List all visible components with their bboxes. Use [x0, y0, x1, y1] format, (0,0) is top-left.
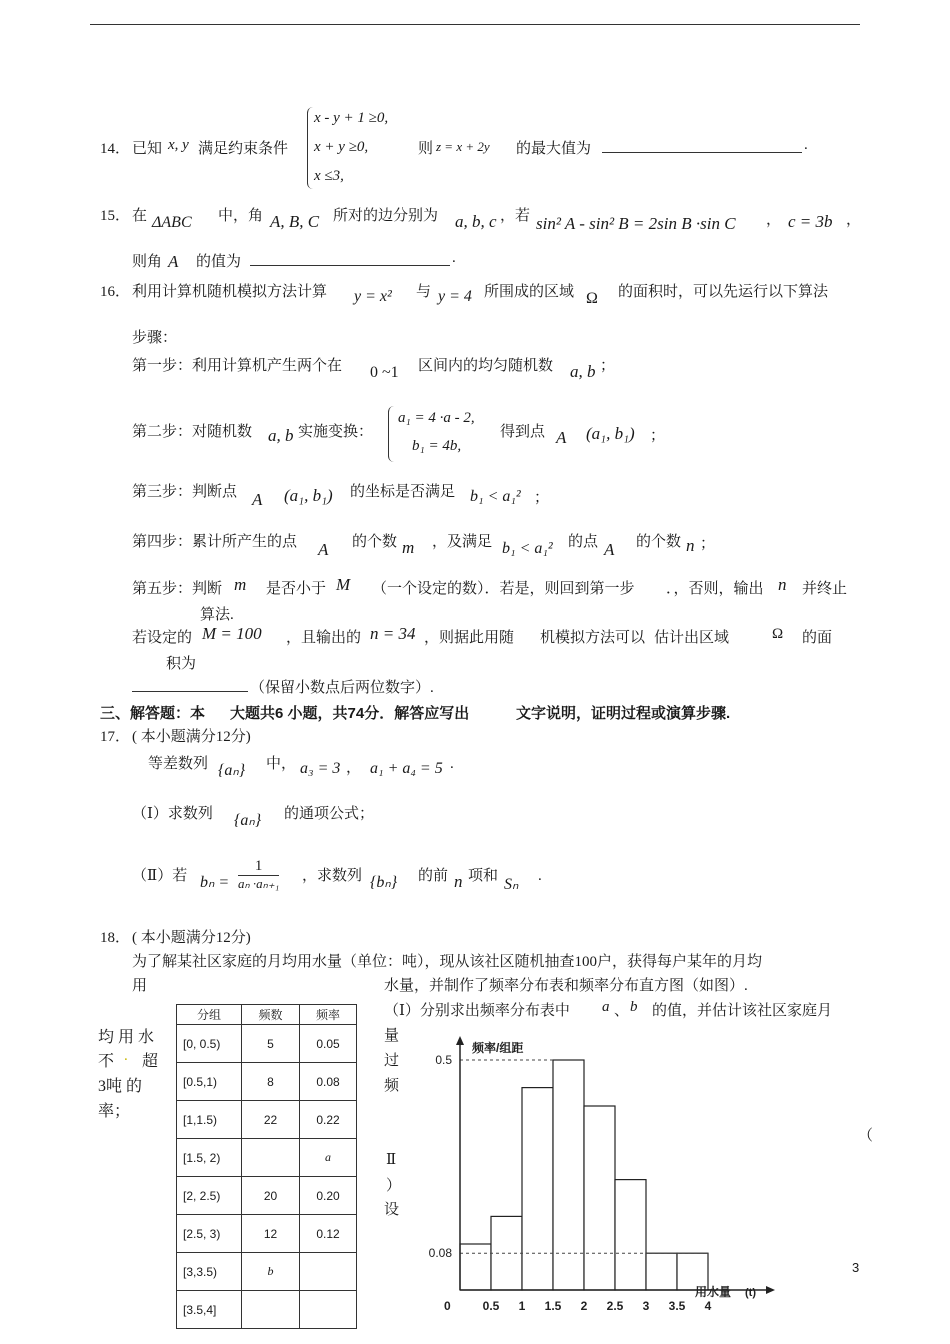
q16-omega: Ω — [586, 290, 598, 307]
q18-line-1: 为了解某社区家庭的月均用水量（单位：吨），现从该社区随机抽查100户，获得每户某年的月均 — [132, 954, 763, 970]
q16-step5-e: 并终止 — [802, 581, 848, 597]
x-tick-label: 1 — [518, 1299, 526, 1313]
q16-step5-M: M — [336, 575, 351, 594]
y-tick-label: 0.5 — [435, 1053, 452, 1067]
q14-end: . — [804, 137, 808, 153]
y-tick-label: 0.08 — [428, 1246, 452, 1261]
histogram-bar — [553, 1060, 584, 1290]
table-cell: [1,1.5) — [177, 1101, 242, 1139]
table-cell: b — [242, 1253, 300, 1291]
table-cell: 0.08 — [300, 1063, 357, 1101]
table-row — [177, 1101, 357, 1139]
q16-result-omega: Ω — [772, 626, 784, 642]
q16-result-a: 若设定的 — [132, 630, 193, 646]
q16-step2-coords: (a₁, b₁) — [586, 424, 635, 443]
q17-score: ( 本小题满分12分) — [132, 729, 251, 745]
q17-l1a: 等差数列 — [148, 756, 209, 772]
table-cell: 0.12 — [300, 1215, 357, 1253]
q17-part1-b: 的通项公式； — [284, 806, 375, 822]
q15-comma: ， — [766, 212, 782, 228]
q16-step1-b: 区间内的均匀随机数 — [418, 358, 554, 374]
q16-step4-n: n — [686, 536, 695, 555]
table-header-group: 分组 — [177, 1005, 242, 1025]
q16-step4-b: 的个数 — [352, 534, 398, 550]
q16-step4-f: ； — [700, 536, 716, 552]
q18-line-3-rest: 的值，并估计该社区家庭月 — [652, 1003, 833, 1019]
q16-step4-e: 的个数 — [636, 534, 682, 550]
table-cell: [0.5,1) — [177, 1063, 242, 1101]
q16-step4-d: 的点 — [568, 534, 599, 550]
q17-part1-a: （Ⅰ）求数列 — [132, 806, 213, 822]
q17-fraction — [238, 858, 279, 892]
q17-fraction-num: 1 — [238, 858, 279, 876]
q15-sides: a, b, c — [455, 212, 497, 231]
q18-left-1: 均 用 水 — [98, 1029, 155, 1046]
table-row — [177, 1215, 357, 1253]
histogram-bar — [460, 1244, 491, 1290]
q18-line-3: （Ⅰ）分别求出频率分布表中 — [384, 1003, 570, 1019]
table-cell: a — [300, 1139, 357, 1177]
table-cell: [2.5, 3) — [177, 1215, 242, 1253]
q15-number: 15． — [100, 208, 131, 224]
frequency-table — [176, 1004, 357, 1329]
q18-left-dot: . — [124, 1048, 128, 1064]
table-cell: [0, 0.5) — [177, 1025, 242, 1063]
q18-left-2b: 超 — [142, 1053, 159, 1070]
q15-answer-blank[interactable] — [250, 248, 450, 266]
q16-step1-range: 0 ~1 — [370, 364, 399, 381]
q15-angle-A: A — [168, 252, 179, 271]
q16-step2-d: ； — [650, 428, 666, 444]
q14-constraint-1: x - y + 1 ≥0, — [314, 110, 389, 126]
q17-fraction-den: aₙ ·aₙ₊₁ — [238, 876, 280, 891]
x-axis-arrow — [766, 1286, 775, 1294]
q14-constraint-3: x ≤3, — [314, 168, 344, 184]
q18-vert-7: 设 — [384, 1202, 400, 1218]
q16-step5-b: 是否小于 — [266, 581, 327, 597]
q15-equation: sin² A - sin² B = 2sin B ·sin C — [536, 214, 736, 233]
q15-angles: A, B, C — [270, 212, 320, 231]
x-tick-label: 0.5 — [482, 1299, 500, 1313]
q16-t4: 的面积时，可以先运行以下算法 — [618, 284, 829, 300]
q14-then: 则 — [418, 141, 434, 157]
q18-line-1b: 用 — [132, 978, 148, 994]
x-tick-label: 4 — [704, 1299, 712, 1313]
q15-side-c: c = 3b — [788, 212, 833, 231]
q16-step4-point-2: A — [604, 540, 615, 559]
q16-step2-vars: a, b — [268, 426, 294, 445]
q17-part2-a: （Ⅱ）若 — [132, 868, 188, 884]
q16-step2-b: 实施变换： — [298, 424, 374, 440]
q18-left-3: 3吨 的 — [98, 1078, 143, 1095]
table-cell: [2, 2.5) — [177, 1177, 242, 1215]
frequency-histogram — [420, 1036, 820, 1336]
q16-step4-c: ，及满足 — [432, 534, 493, 550]
table-cell: 5 — [242, 1025, 300, 1063]
x-tick-label: 3 — [642, 1299, 650, 1313]
section-3-b: 大题共6 小题，共74分．解答应写出 — [230, 705, 470, 722]
q16-step2-eq1: a₁ = 4 ·a - 2, — [398, 410, 475, 426]
q16-t2: 与 — [416, 284, 432, 300]
q18-left-4: 率； — [98, 1103, 131, 1120]
q16-step3-cond: b₁ < a₁² — [470, 488, 521, 505]
q16-step5-c: （一个设定的数）．若是，则回到第一步 — [372, 581, 635, 597]
origin-label: 0 — [444, 1299, 451, 1313]
x-tick-label: 1.5 — [544, 1299, 562, 1313]
q16-step4-cond: b₁ < a₁² — [502, 540, 553, 557]
table-cell — [300, 1253, 357, 1291]
q16-step5-a: 第五步：判断 — [132, 581, 223, 597]
q15-comma-2: ， — [846, 212, 862, 228]
q18-vert-2: 过 — [384, 1053, 400, 1069]
section-3-a: 三、解答题：本 — [100, 705, 206, 722]
q16-result-note: （保留小数点后两位数字）. — [250, 680, 434, 696]
q14-objective: z = x + 2y — [436, 139, 490, 154]
histogram-bar — [491, 1216, 522, 1290]
y-axis-arrow — [456, 1036, 464, 1045]
q16-result-area: 积为 — [166, 656, 197, 672]
table-cell: [3.5,4] — [177, 1291, 242, 1329]
histogram-bar — [522, 1088, 553, 1290]
q16-step3-coords: (a₁, b₁) — [284, 486, 333, 505]
q17-number: 17． — [100, 729, 131, 745]
q16-step4-m: m — [402, 538, 415, 557]
q16-curve: y = x² — [354, 288, 392, 305]
table-header-frequency: 频率 — [300, 1005, 357, 1025]
q16-step5-m: m — [234, 575, 247, 594]
q15-triangle: ΔABC — [152, 214, 192, 231]
q16-result-d: 机模拟方法可以 — [540, 630, 646, 646]
q18-line-2: 水量，并制作了频率分布表和频率分布直方图（如图）. — [384, 978, 748, 994]
q17-l1b: 中， — [266, 756, 297, 772]
table-header-count: 频数 — [242, 1005, 300, 1025]
q16-step3-b: 的坐标是否满足 — [350, 484, 456, 500]
histogram-bar — [646, 1253, 677, 1290]
q17-part2-f: . — [538, 868, 542, 884]
q16-result-e: 估计出区域 — [654, 630, 730, 646]
q16-step3-a: 第三步：判断点 — [132, 484, 238, 500]
q16-answer-blank[interactable] — [132, 674, 248, 692]
q16-number: 16． — [100, 284, 131, 300]
q17-part2-b: bₙ = — [200, 874, 230, 891]
table-cell: 0.05 — [300, 1025, 357, 1063]
q16-step5-f: 算法. — [200, 607, 234, 623]
q14-constraint-2: x + y ≥0, — [314, 139, 369, 155]
q14-mid: 满足约束条件 — [198, 141, 289, 157]
table-cell — [300, 1291, 357, 1329]
q18-vert-4: （ — [858, 1128, 874, 1144]
q17-condition-2: a₁ + a₄ = 5 — [370, 760, 443, 777]
table-row — [177, 1139, 357, 1177]
q17-comma: ， — [346, 760, 362, 776]
y-axis-label: 频率/组距 — [472, 1041, 524, 1055]
q16-step1-a: 第一步：利用计算机产生两个在 — [132, 358, 343, 374]
x-tick-label: 3.5 — [668, 1299, 686, 1313]
q16-step5-n: n — [778, 575, 787, 594]
q16-t1: 利用计算机随机模拟方法计算 — [132, 284, 328, 300]
table-row — [177, 1063, 357, 1101]
q15-t3: 所对的边分别为 — [333, 208, 439, 224]
table-cell — [242, 1139, 300, 1177]
q18-vert-6: ） — [386, 1178, 402, 1194]
q17-sequence: {aₙ} — [218, 762, 246, 779]
q17-part2-c: ，求数列 — [302, 868, 363, 884]
q15-line2a: 则角 — [132, 254, 163, 270]
q14-brace — [307, 107, 314, 189]
q16-result-n: n = 34 — [370, 624, 416, 643]
q17-part2-S: Sₙ — [504, 876, 519, 893]
q17-part2-n: n — [454, 872, 463, 891]
q16-step2-point: A — [556, 428, 567, 447]
q16-step5-d: ．，否则，输出 — [666, 581, 764, 597]
table-cell: 8 — [242, 1063, 300, 1101]
q16-step2-eq2: b₁ = 4b, — [412, 438, 462, 454]
q18-line-3-a: a — [602, 999, 610, 1015]
table-cell: 0.22 — [300, 1101, 357, 1139]
table-cell: 0.20 — [300, 1177, 357, 1215]
q16-result-b: ，且输出的 — [286, 630, 362, 646]
q16-t5: 步骤： — [132, 330, 178, 346]
q15-end: . — [452, 250, 456, 266]
q18-line-3-b: b — [630, 999, 638, 1015]
q14-pre: 已知 — [132, 141, 163, 157]
q17-dot: . — [450, 756, 454, 772]
q16-step1-vars: a, b — [570, 362, 596, 381]
section-3-c: 文字说明，证明过程或演算步骤. — [516, 705, 731, 722]
q17-part2-seq: {bₙ} — [370, 874, 398, 891]
q18-left-2: 不 — [98, 1053, 115, 1070]
q15-t1: 在 — [132, 208, 148, 224]
table-row — [177, 1177, 357, 1215]
q16-step4-point: A — [318, 540, 329, 559]
q17-part2-d: 的前 — [418, 868, 449, 884]
q15-line2b: 的值为 — [196, 254, 242, 270]
q18-number: 18． — [100, 930, 131, 946]
q16-step2-c: 得到点 — [500, 424, 546, 440]
q16-result-c: ，则据此用随 — [424, 630, 515, 646]
q16-step3-d: ； — [534, 490, 550, 506]
q16-step2-brace — [388, 406, 395, 462]
q16-result-f: 的面 — [802, 630, 833, 646]
q14-number: 14． — [100, 141, 131, 157]
q16-line: y = 4 — [438, 288, 472, 305]
q18-vert-1: 量 — [384, 1028, 400, 1044]
table-row — [177, 1253, 357, 1291]
q16-t3: 所围成的区域 — [484, 284, 575, 300]
q15-t4: ，若 — [500, 208, 531, 224]
q18-score: ( 本小题满分12分) — [132, 930, 251, 946]
histogram-bar — [584, 1106, 615, 1290]
table-row — [177, 1291, 357, 1329]
table-header-row — [177, 1005, 357, 1025]
q18-line-3-sep: 、 — [614, 1003, 630, 1019]
page-number: 3 — [852, 1260, 860, 1275]
x-axis-unit: (t) — [745, 1287, 756, 1299]
q14-post: 的最大值为 — [516, 141, 592, 157]
table-cell: 22 — [242, 1101, 300, 1139]
q16-result-M: M = 100 — [202, 624, 262, 643]
histogram-bar — [615, 1180, 646, 1290]
q14-answer-blank[interactable] — [602, 135, 802, 153]
table-cell: 20 — [242, 1177, 300, 1215]
q15-t2: 中，角 — [218, 208, 264, 224]
table-cell — [242, 1291, 300, 1329]
q16-step3-point: A — [252, 490, 263, 509]
table-row — [177, 1025, 357, 1063]
header-rule — [90, 24, 860, 25]
q17-part2-e: 项和 — [468, 868, 499, 884]
q16-step1-c: ； — [600, 358, 616, 374]
x-axis-label: 用水量 — [695, 1285, 732, 1299]
x-tick-label: 2.5 — [606, 1299, 624, 1313]
table-cell: 12 — [242, 1215, 300, 1253]
q14-vars: x, y — [168, 137, 189, 153]
q18-vert-5: Ⅱ — [386, 1152, 397, 1168]
q17-condition-1: a₃ = 3 — [300, 760, 341, 777]
x-tick-label: 2 — [580, 1299, 588, 1313]
q16-step4-a: 第四步：累计所产生的点 — [132, 534, 298, 550]
q18-vert-3: 频 — [384, 1078, 400, 1094]
q16-step2-a: 第二步：对随机数 — [132, 424, 253, 440]
q17-part1-seq: {aₙ} — [234, 812, 262, 829]
table-cell: [3,3.5) — [177, 1253, 242, 1291]
table-cell: [1.5, 2) — [177, 1139, 242, 1177]
